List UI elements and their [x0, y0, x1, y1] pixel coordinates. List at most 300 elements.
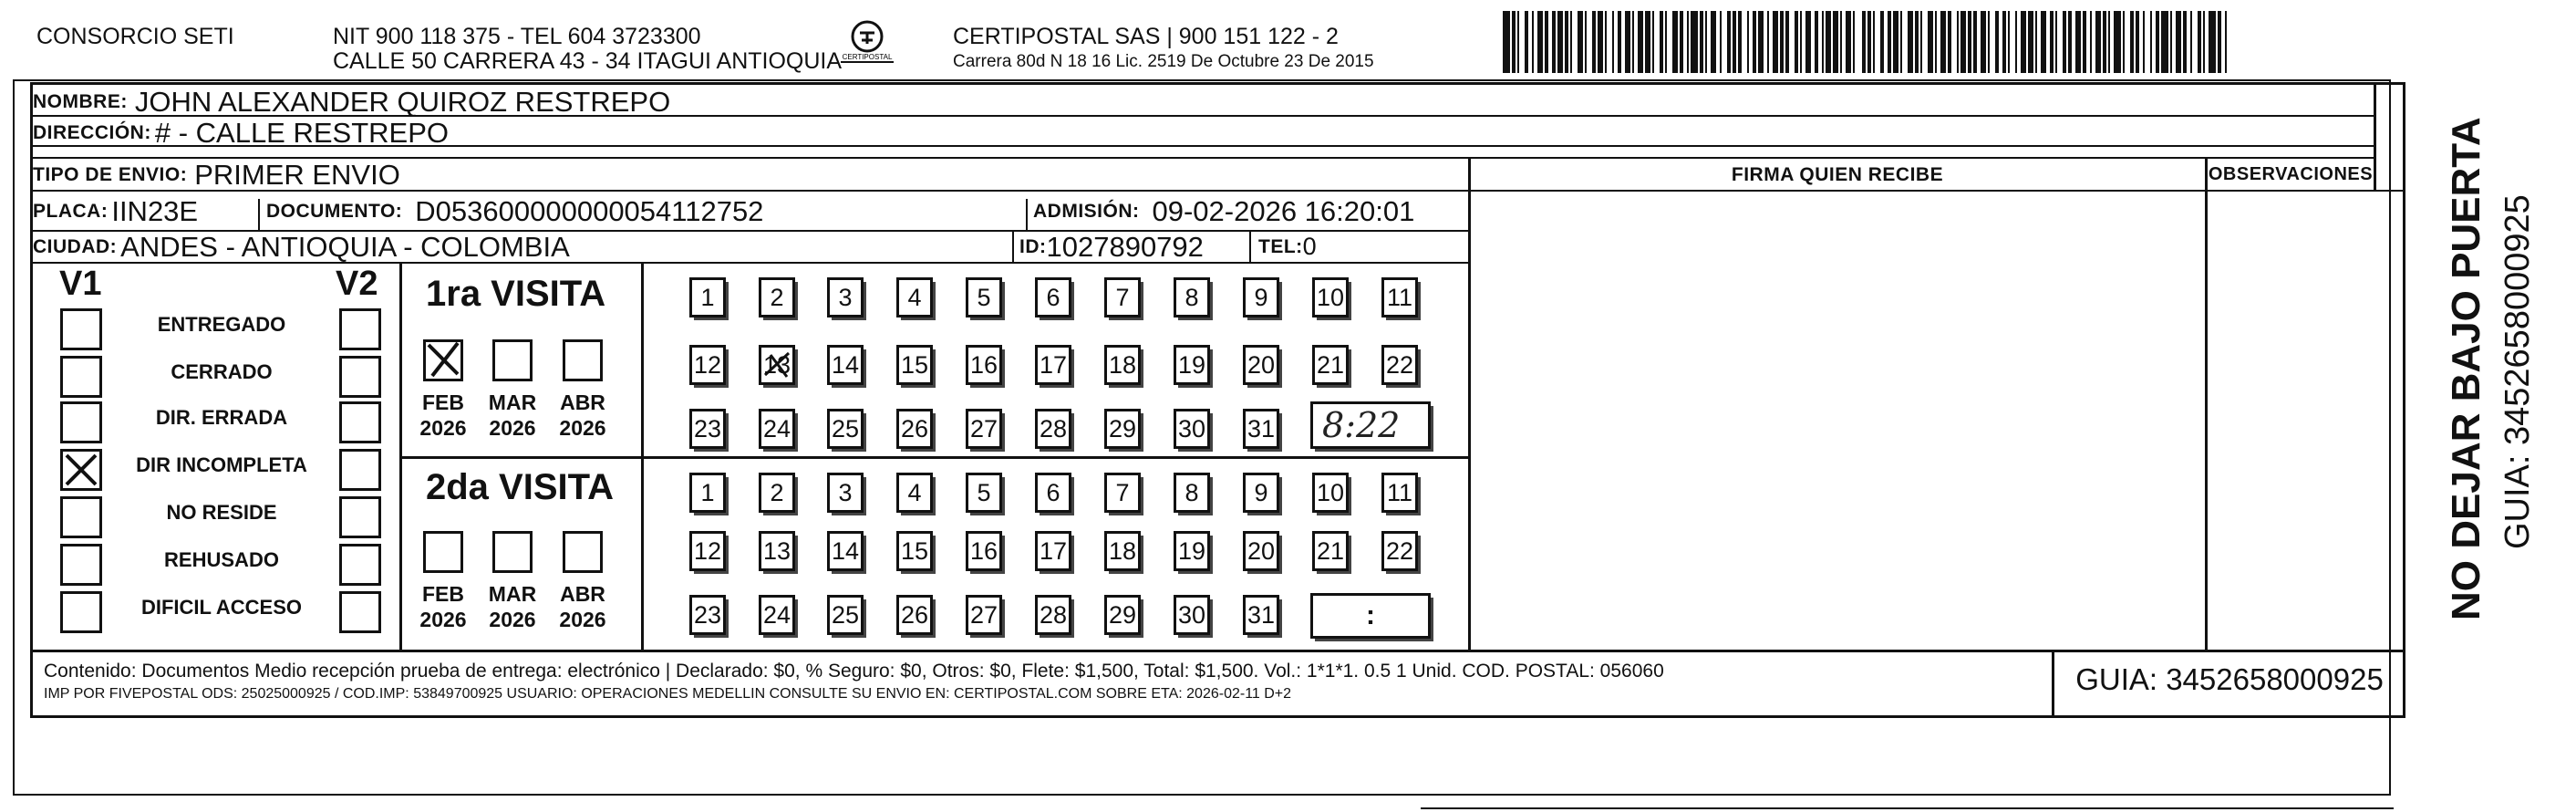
first-visit-day-number: 1 [700, 283, 715, 311]
second-visit-day-number: 8 [1185, 478, 1199, 506]
barcode-bar [1545, 11, 1548, 73]
barcode-bar [2156, 11, 2159, 73]
second-visit-day-box[interactable] [759, 531, 795, 571]
barcode-bar [2015, 11, 2017, 73]
first-visit-day-number: 24 [762, 414, 791, 442]
second-visit-day-number: 29 [1108, 600, 1137, 629]
first-visit-day-box[interactable] [759, 409, 795, 449]
v1-checkbox[interactable] [60, 449, 102, 491]
first-visit-day-number: 15 [900, 350, 929, 379]
status-label: REHUSADO [164, 548, 279, 571]
first-visit-day-box[interactable] [966, 277, 1002, 318]
v1-header: V1 [59, 265, 102, 303]
barcode-bar [1758, 11, 1764, 73]
first-visit-day-box[interactable] [1312, 277, 1349, 318]
barcode-bar [1940, 11, 1946, 73]
id-label: ID: [1019, 235, 1047, 257]
placa-value: IIN23E [111, 194, 199, 227]
side-guia: GUIA: 3452658000925 [2498, 194, 2537, 549]
barcode-bar [2114, 11, 2121, 73]
second-visit-day-number: 18 [1108, 536, 1137, 565]
v1-checkbox[interactable] [60, 496, 102, 538]
second-visit-month-box[interactable] [492, 531, 533, 573]
barcode-bar [2103, 11, 2106, 73]
status-label: DIFICIL ACCESO [140, 596, 302, 619]
v1-checkbox[interactable] [60, 401, 102, 443]
barcode-bar [1888, 11, 1891, 73]
barcode-bar [1747, 11, 1749, 73]
barcode-bar [1981, 11, 1986, 73]
barcode-bar [1537, 11, 1543, 73]
first-visit-day-box[interactable] [1104, 409, 1141, 449]
barcode-bar [2143, 11, 2145, 73]
first-visit-title: 1ra VISITA [426, 274, 606, 314]
second-visit-month-year: 2026 [419, 608, 467, 631]
barcode-bar [1652, 11, 1654, 73]
second-visit-day-number: 1 [700, 478, 715, 506]
second-visit-day-box[interactable] [1243, 531, 1279, 571]
barcode-bar [1691, 11, 1698, 73]
first-visit-day-box[interactable] [1035, 409, 1071, 449]
barcode-bar [2075, 11, 2081, 73]
second-visit-day-number: 30 [1177, 600, 1206, 629]
direccion-row [33, 116, 449, 149]
admision-label: ADMISIÓN: [1033, 200, 1140, 222]
first-visit-day-box[interactable] [827, 345, 864, 385]
barcode-bar [1638, 11, 1643, 73]
first-visit-day-box[interactable] [1381, 345, 1418, 385]
first-visit-day-box[interactable] [896, 345, 933, 385]
barcode-bar [2090, 11, 2092, 73]
barcode-bar [2008, 11, 2010, 73]
v2-checkbox[interactable] [339, 591, 381, 633]
nombre-label: NOMBRE: [33, 90, 128, 112]
first-visit-time-text: 8:22 [1322, 405, 1401, 445]
admision-value: 09-02-2026 16:20:01 [1152, 194, 1415, 227]
v2-header: V2 [336, 265, 378, 303]
second-visit-day-box[interactable] [896, 531, 933, 571]
second-visit-day-number: 13 [762, 536, 791, 565]
v1-checkbox[interactable] [60, 356, 102, 398]
barcode-bar [1680, 11, 1683, 73]
first-visit-month-check [421, 336, 467, 386]
second-visit-day-number: 14 [831, 536, 860, 565]
first-visit-day-box[interactable] [1381, 277, 1418, 318]
second-visit-day-number: 5 [977, 478, 991, 506]
second-visit-day-number: 28 [1039, 600, 1068, 629]
barcode-bar [2203, 11, 2205, 73]
first-visit-day-box[interactable] [1174, 277, 1210, 318]
id-row [1019, 230, 1204, 263]
tel-label: TEL: [1258, 235, 1303, 257]
barcode-bar [2123, 11, 2125, 73]
barcode-bar [1565, 11, 1568, 73]
first-visit-day-number: 31 [1247, 414, 1276, 442]
second-visit-day-box[interactable] [689, 531, 726, 571]
first-visit-month-label: FEB [422, 390, 464, 414]
second-visit-day-number: 16 [969, 536, 998, 565]
barcode-bar [1867, 11, 1871, 73]
v2-checkbox[interactable] [339, 544, 381, 586]
barcode-bar [1645, 11, 1650, 73]
barcode-bar [1928, 11, 1933, 73]
barcode-bar [2225, 11, 2227, 73]
status-label: DIR. ERRADA [155, 406, 288, 429]
second-visit-day-box[interactable] [966, 473, 1002, 513]
signature-area[interactable] [1471, 192, 2205, 650]
barcode-bar [1632, 11, 1634, 73]
barcode-bar [1785, 11, 1789, 73]
first-visit-day-number: 23 [693, 414, 722, 442]
first-visit-day-number: 9 [1254, 283, 1268, 311]
first-visit-day-number: 13 [762, 350, 791, 379]
second-visit-month-label: FEB [422, 582, 464, 606]
first-visit-day-box[interactable] [966, 409, 1002, 449]
first-visit-month-box[interactable] [563, 339, 603, 381]
second-visit-day-box[interactable] [1104, 595, 1141, 635]
v2-checkbox[interactable] [339, 356, 381, 398]
second-visit-day-box[interactable] [1174, 595, 1210, 635]
second-visit-day-box[interactable] [1035, 473, 1071, 513]
first-visit-day-box[interactable] [1312, 345, 1349, 385]
id-value: 1027890792 [1046, 230, 1204, 263]
first-visit-month-year: 2026 [419, 416, 467, 440]
second-visit-day-number: 22 [1385, 536, 1414, 565]
documento-value: D053600000000054112752 [415, 194, 764, 227]
second-visit-day-box[interactable] [1381, 531, 1418, 571]
second-visit-day-box[interactable] [1104, 531, 1141, 571]
second-visit-day-number: 7 [1115, 478, 1130, 506]
tipo-label: TIPO DE ENVIO: [33, 163, 188, 185]
second-visit-day-number: 21 [1316, 536, 1345, 565]
barcode-bar [1585, 11, 1587, 73]
admision-row [1033, 194, 1415, 227]
barcode-bar [1960, 11, 1966, 73]
direccion-value: # - CALLE RESTREPO [154, 116, 449, 149]
barcode-bar [2095, 11, 2101, 73]
first-visit-day-number: 30 [1177, 414, 1206, 442]
barcode-bar [1625, 11, 1630, 73]
first-visit-day-number: 11 [1386, 283, 1413, 311]
first-visit-day-number: 19 [1177, 350, 1206, 379]
license-line: Carrera 80d N 18 16 Lic. 2519 De Octubre 23 De 2015 [953, 52, 1374, 71]
second-visit-day-number: 3 [838, 478, 853, 506]
barcode-bar [2218, 11, 2221, 73]
second-visit-month-year: 2026 [559, 608, 606, 631]
second-visit-day-box[interactable] [966, 595, 1002, 635]
second-visit-day-box[interactable] [689, 595, 726, 635]
second-visit-day-number: 26 [900, 600, 929, 629]
second-visit-title: 2da VISITA [426, 467, 614, 507]
second-visit-day-box[interactable] [827, 595, 864, 635]
barcode-bar [1920, 11, 1922, 73]
firma-label: FIRMA QUIEN RECIBE [1731, 164, 1944, 185]
first-visit-day-box[interactable] [1243, 345, 1279, 385]
barcode-bar [2190, 11, 2192, 73]
barcode-bar [1900, 11, 1902, 73]
barcode-bar [1880, 11, 1884, 73]
second-visit-day-number: 31 [1247, 600, 1276, 629]
second-visit-day-number: 25 [831, 600, 860, 629]
barcode-bar [1753, 11, 1756, 73]
barcode [1503, 11, 2232, 77]
barcode-bar [2050, 11, 2054, 73]
barcode-bar [1846, 11, 1851, 73]
barcode-bar [2108, 11, 2110, 73]
side-warning: NO DEJAR BAJO PUERTA [2444, 117, 2488, 620]
barcode-bar [1672, 11, 1678, 73]
barcode-bar [1525, 11, 1528, 73]
barcode-bar [2021, 11, 2026, 73]
barcode-bar [1767, 11, 1769, 73]
second-visit-day-box[interactable] [1174, 473, 1210, 513]
barcode-bar [2083, 11, 2086, 73]
barcode-bar [1700, 11, 1703, 73]
barcode-bar [1862, 11, 1866, 73]
barcode-bar [1578, 11, 1583, 73]
second-visit-day-box[interactable] [896, 595, 933, 635]
first-visit-day-number: 5 [977, 283, 991, 311]
v1-checkbox[interactable] [60, 591, 102, 633]
first-visit-day-number: 16 [969, 350, 998, 379]
first-visit-day-box[interactable] [1174, 345, 1210, 385]
first-visit-day-number: 4 [907, 283, 922, 311]
barcode-bar [2209, 11, 2216, 73]
barcode-bar [1605, 11, 1607, 73]
first-visit-day-number: 22 [1385, 350, 1414, 379]
second-visit-time-placeholder: : [1366, 600, 1375, 630]
first-visit-day-number: 10 [1316, 283, 1345, 311]
ciudad-label: CIUDAD: [33, 235, 118, 257]
second-visit-day-number: 9 [1254, 478, 1268, 506]
barcode-bar [1557, 11, 1563, 73]
second-visit-day-box[interactable] [896, 473, 933, 513]
observations-area[interactable] [2208, 192, 2374, 650]
first-visit-day-number: 21 [1316, 350, 1345, 379]
first-visit-month-year: 2026 [559, 416, 606, 440]
documento-label: DOCUMENTO: [266, 200, 403, 222]
second-visit-day-box[interactable] [1243, 595, 1279, 635]
first-visit-day-box[interactable] [1174, 409, 1210, 449]
barcode-bar [1893, 11, 1898, 73]
first-visit-day-number: 12 [693, 350, 722, 379]
second-visit-day-box[interactable] [1312, 473, 1349, 513]
second-visit-day-box[interactable] [827, 473, 864, 513]
v1-checkbox[interactable] [60, 544, 102, 586]
second-visit-day-box[interactable] [1035, 595, 1071, 635]
second-visit-day-number: 15 [900, 536, 929, 565]
first-visit-day-number: 14 [831, 350, 860, 379]
barcode-bar [1908, 11, 1913, 73]
nit-line: NIT 900 118 375 - TEL 604 3723300 [333, 24, 701, 49]
second-visit-day-box[interactable] [759, 473, 795, 513]
first-visit-day-box[interactable] [689, 277, 726, 318]
barcode-bar [1957, 11, 1959, 73]
certipostal-logo [839, 16, 895, 73]
second-visit-day-box[interactable] [966, 531, 1002, 571]
barcode-bar [1826, 11, 1831, 73]
first-visit-day-number: 6 [1046, 283, 1060, 311]
first-visit-day-number: 25 [831, 414, 860, 442]
first-visit-day-number: 2 [770, 283, 784, 311]
barcode-bar [2170, 11, 2172, 73]
barcode-bar [2183, 11, 2187, 73]
second-visit-month-box[interactable] [423, 531, 463, 573]
first-visit-month-box[interactable] [492, 339, 533, 381]
second-visit-day-box[interactable] [1174, 531, 1210, 571]
second-visit-day-box[interactable] [1104, 473, 1141, 513]
barcode-bar [2198, 11, 2201, 73]
barcode-bar [1935, 11, 1937, 73]
first-visit-day-number: 7 [1115, 283, 1130, 311]
consorcio-name: CONSORCIO SETI [36, 24, 234, 49]
barcode-bar [1687, 11, 1689, 73]
second-visit-day-box[interactable] [1312, 531, 1349, 571]
v1-checkbox[interactable] [60, 308, 102, 350]
first-visit-day-box[interactable] [1243, 409, 1279, 449]
first-visit-day-number: 20 [1247, 350, 1276, 379]
v1-check-mark [63, 452, 99, 488]
direccion-label: DIRECCIÓN: [33, 121, 151, 143]
first-visit-day-number: 29 [1108, 414, 1137, 442]
barcode-bar [1795, 11, 1798, 73]
second-visit-day-box[interactable] [1381, 473, 1418, 513]
first-visit-day-number: 27 [969, 414, 998, 442]
first-visit-day-box[interactable] [1104, 277, 1141, 318]
barcode-bar [1532, 11, 1534, 73]
second-visit-month-year: 2026 [489, 608, 536, 631]
second-visit-day-box[interactable] [759, 595, 795, 635]
barcode-bar [1570, 11, 1572, 73]
tipo-value: PRIMER ENVIO [194, 158, 400, 191]
barcode-bar [1915, 11, 1919, 73]
barcode-bar [1973, 11, 1977, 73]
barcode-bar [1840, 11, 1842, 73]
barcode-bar [1988, 11, 1990, 73]
ciudad-value: ANDES - ANTIOQUIA - COLOMBIA [120, 230, 570, 263]
first-visit-day-box[interactable] [827, 277, 864, 318]
first-visit-day-box[interactable] [827, 409, 864, 449]
second-visit-day-box[interactable] [827, 531, 864, 571]
placa-row [33, 194, 199, 227]
first-visit-time-box[interactable] [1310, 401, 1431, 449]
barcode-bar [1800, 11, 1802, 73]
barcode-bar [1995, 11, 1999, 73]
second-visit-month-box[interactable] [563, 531, 603, 573]
barcode-bar [1853, 11, 1855, 73]
barcode-bar [2035, 11, 2037, 73]
second-visit-day-box[interactable] [689, 473, 726, 513]
barcode-bar [2136, 11, 2139, 73]
second-visit-day-number: 27 [969, 600, 998, 629]
barcode-bar [1612, 11, 1614, 73]
barcode-bar [1618, 11, 1621, 73]
second-visit-day-number: 2 [770, 478, 784, 506]
first-visit-day-box[interactable] [1243, 277, 1279, 318]
barcode-bar [1805, 11, 1811, 73]
second-visit-day-number: 4 [907, 478, 922, 506]
status-label: NO RESIDE [166, 501, 277, 524]
footer-print-line: IMP POR FIVEPOSTAL ODS: 25025000925 / COD.IMP: 53849700925 USUARIO: OPERACIONES MEDELLIN CONSULTE SU ENVIO EN: CERTIPOSTAL.COM SOBRE ETA: 2026-02-11 D+2 [44, 686, 1292, 702]
v2-checkbox[interactable] [339, 308, 381, 350]
status-label: DIR INCOMPLETA [136, 453, 307, 476]
v2-checkbox[interactable] [339, 401, 381, 443]
barcode-bar [1512, 11, 1516, 73]
barcode-bar [1822, 11, 1824, 73]
barcode-bar [1711, 11, 1716, 73]
tel-row [1258, 233, 1317, 261]
barcode-bar [1968, 11, 1971, 73]
first-visit-day-mark [761, 348, 794, 382]
first-visit-day-box[interactable] [896, 409, 933, 449]
v2-checkbox[interactable] [339, 449, 381, 491]
barcode-bar [1592, 11, 1596, 73]
first-visit-day-box[interactable] [1035, 345, 1071, 385]
first-visit-day-box[interactable] [759, 345, 795, 385]
barcode-bar [1780, 11, 1784, 73]
placa-label: PLACA: [33, 200, 109, 222]
barcode-bar [2041, 11, 2046, 73]
documento-row [266, 194, 764, 227]
second-visit-day-number: 10 [1316, 478, 1345, 506]
first-visit-day-box[interactable] [1035, 277, 1071, 318]
first-visit-day-box[interactable] [896, 277, 933, 318]
first-visit-day-box[interactable] [759, 277, 795, 318]
second-visit-day-box[interactable] [1035, 531, 1071, 571]
first-visit-day-box[interactable] [689, 409, 726, 449]
second-visit-day-number: 24 [762, 600, 791, 629]
barcode-bar [2002, 11, 2006, 73]
second-visit-day-number: 12 [693, 536, 722, 565]
observaciones-label: OBSERVACIONES [2208, 164, 2374, 184]
first-visit-day-number: 26 [900, 414, 929, 442]
first-visit-month-label: ABR [560, 390, 605, 414]
tipo-row [33, 158, 400, 191]
barcode-bar [2161, 11, 2168, 73]
barcode-bar [1833, 11, 1838, 73]
first-visit-month-label: MAR [488, 390, 537, 414]
second-visit-day-number: 6 [1046, 478, 1060, 506]
barcode-bar [1733, 11, 1736, 73]
second-visit-day-box[interactable] [1243, 473, 1279, 513]
address-line: CALLE 50 CARRERA 43 - 34 ITAGUI ANTIOQUIA [333, 48, 843, 74]
first-visit-day-number: 8 [1185, 283, 1199, 311]
second-visit-day-number: 19 [1177, 536, 1206, 565]
second-visit-time-box[interactable] [1310, 593, 1431, 639]
barcode-bar [1815, 11, 1818, 73]
first-visit-day-box[interactable] [689, 345, 726, 385]
barcode-bar [1727, 11, 1731, 73]
second-visit-day-number: 17 [1039, 536, 1068, 565]
barcode-bar [2150, 11, 2152, 73]
second-visit-day-number: 20 [1247, 536, 1276, 565]
barcode-bar [2063, 11, 2066, 73]
first-visit-month-year: 2026 [489, 416, 536, 440]
status-label: ENTREGADO [157, 313, 286, 336]
barcode-bar [1598, 11, 1603, 73]
first-visit-time-handwriting [1313, 404, 1428, 446]
first-visit-day-box[interactable] [1104, 345, 1141, 385]
v2-checkbox[interactable] [339, 496, 381, 538]
barcode-bar [2130, 11, 2134, 73]
certipostal-line: CERTIPOSTAL SAS | 900 151 122 - 2 [953, 24, 1339, 49]
status-label: CERRADO [171, 360, 273, 383]
barcode-bar [1517, 11, 1519, 73]
barcode-bar [1552, 11, 1556, 73]
barcode-bar [2028, 11, 2033, 73]
first-visit-day-box[interactable] [966, 345, 1002, 385]
barcode-bar [2055, 11, 2057, 73]
